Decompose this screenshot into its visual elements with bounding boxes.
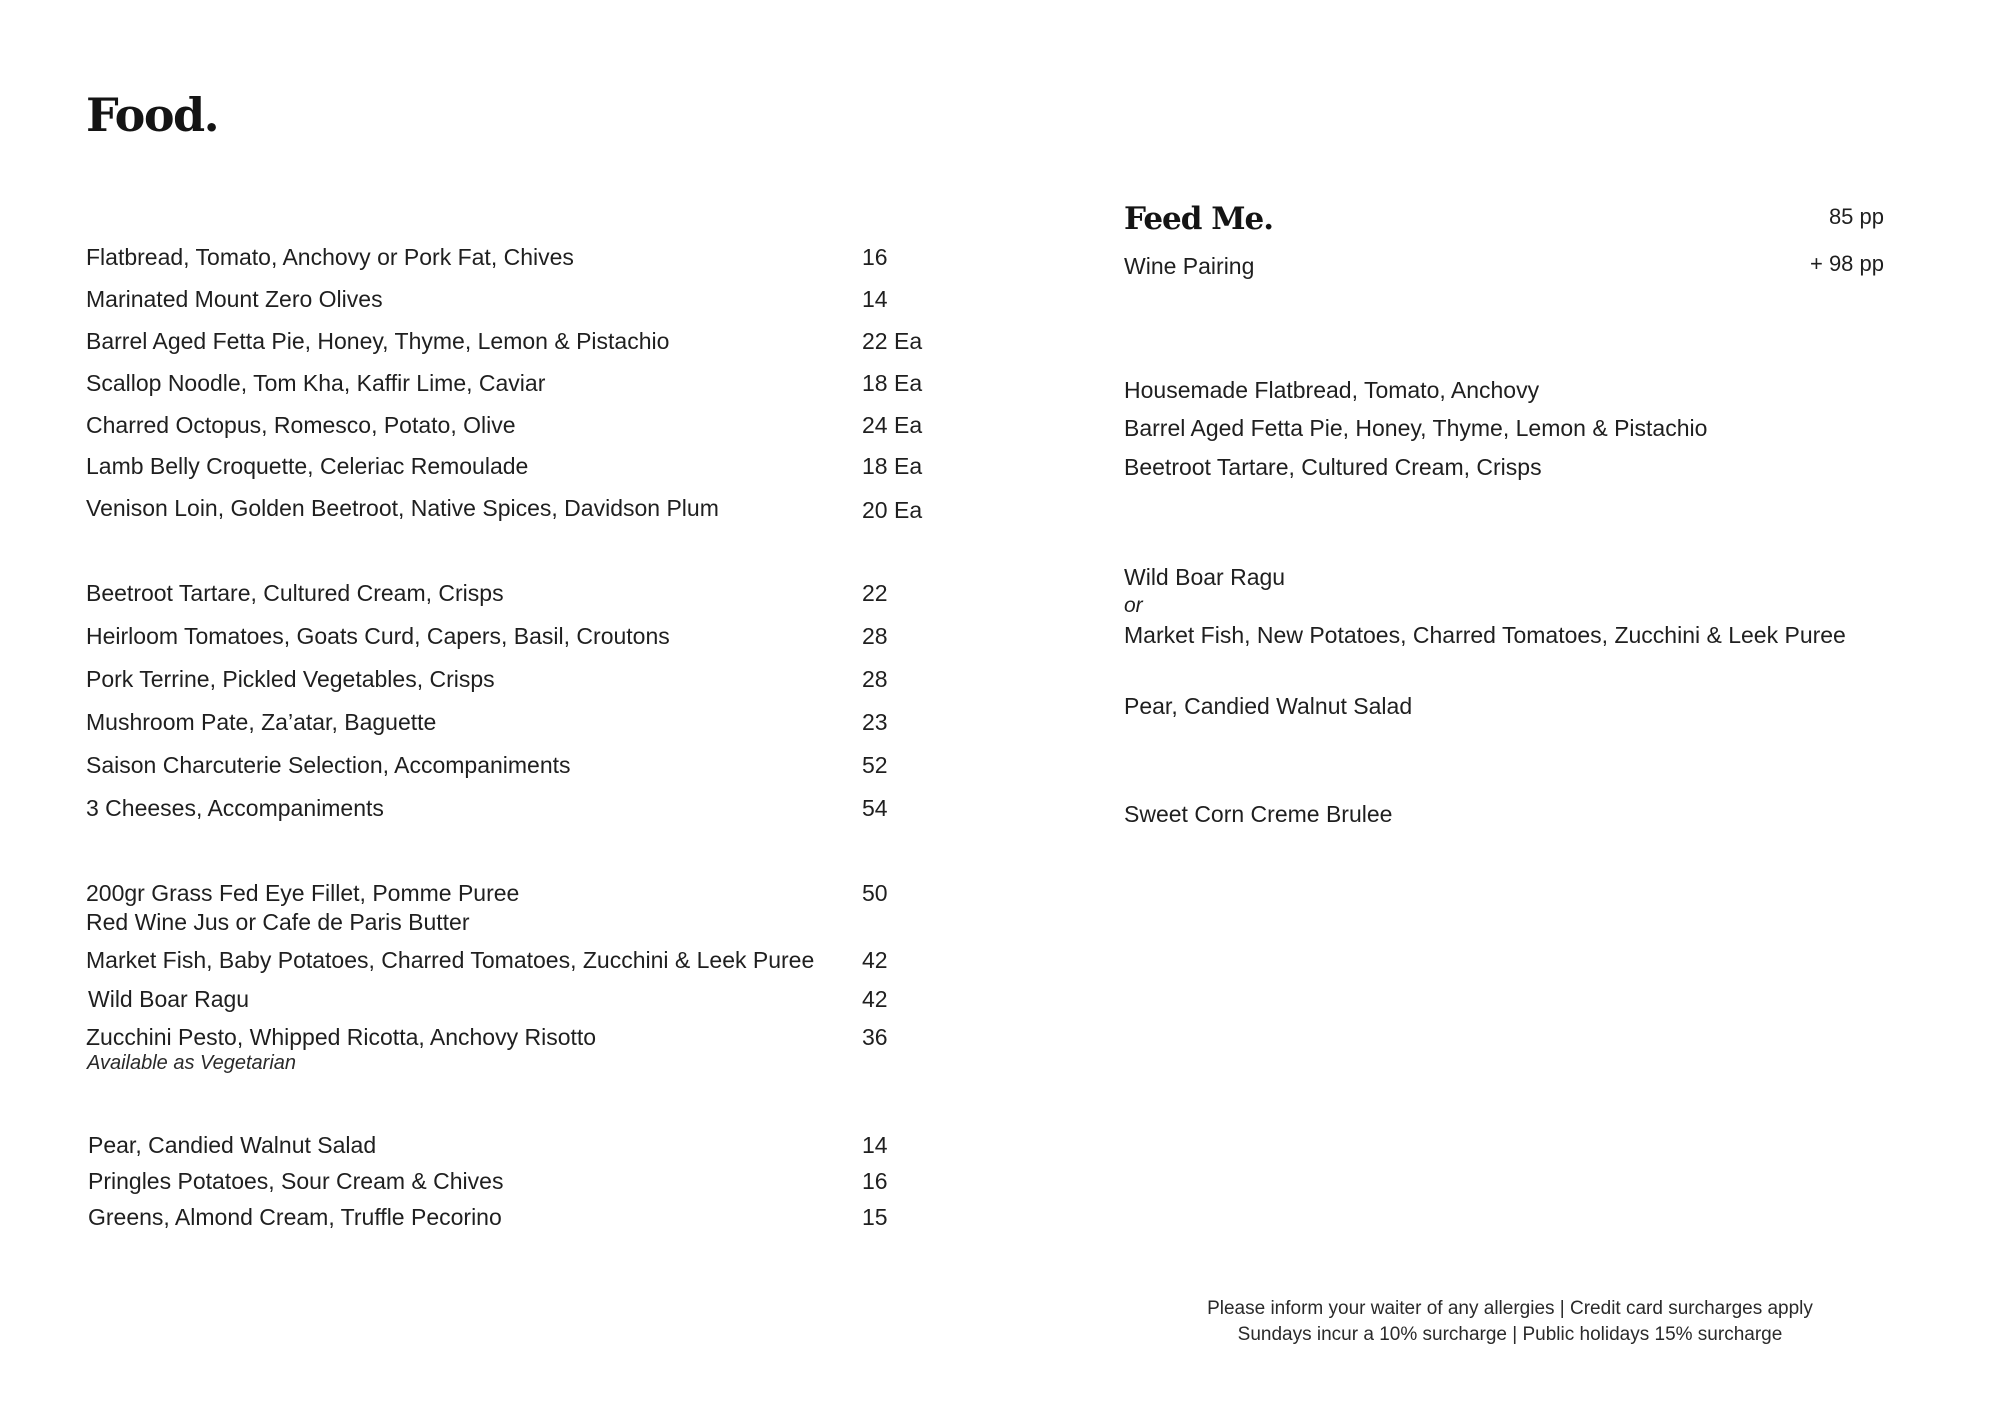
menu-item-name: 200gr Grass Fed Eye Fillet, Pomme Puree bbox=[86, 880, 520, 906]
menu-item-price: 28 bbox=[862, 623, 888, 649]
menu-item-price: 14 bbox=[862, 286, 888, 312]
feed-me-course: Housemade Flatbread, Tomato, Anchovy bbox=[1124, 377, 1540, 403]
feed-me-course: Pear, Candied Walnut Salad bbox=[1124, 693, 1413, 719]
footer-notice bbox=[1124, 1296, 1896, 1348]
feed-me-course: Market Fish, New Potatoes, Charred Tomatoes, Zucchini & Leek Puree bbox=[1124, 622, 1846, 648]
menu-item-price: 20 Ea bbox=[862, 497, 923, 523]
menu-item-price: 14 bbox=[862, 1132, 888, 1158]
menu-item-price: 54 bbox=[862, 795, 888, 821]
menu-item-name: Greens, Almond Cream, Truffle Pecorino bbox=[88, 1204, 502, 1230]
menu-item-price: 23 bbox=[862, 709, 888, 735]
holiday-surcharge-note: Sundays incur a 10% surcharge | Public holidays 15% surcharge bbox=[1237, 1324, 1783, 1345]
wine-pairing-price: + 98 pp bbox=[1809, 251, 1884, 276]
menu-item-price: 15 bbox=[862, 1204, 888, 1230]
menu-item-price: 36 bbox=[862, 1024, 888, 1050]
menu-item-name: Pear, Candied Walnut Salad bbox=[88, 1132, 377, 1158]
wine-pairing-label: Wine Pairing bbox=[1124, 253, 1255, 279]
menu-item-name: Saison Charcuterie Selection, Accompaniments bbox=[86, 752, 571, 778]
menu-item-price: 16 bbox=[862, 1168, 888, 1194]
menu-item-name: Wild Boar Ragu bbox=[88, 986, 250, 1012]
menu-item-price: 18 Ea bbox=[862, 453, 923, 479]
menu-item-name: Zucchini Pesto, Whipped Ricotta, Anchovy Risotto bbox=[86, 1024, 597, 1050]
menu-item-name: Market Fish, Baby Potatoes, Charred Tomatoes, Zucchini & Leek Puree bbox=[86, 947, 815, 973]
menu-item-price: 16 bbox=[862, 244, 888, 270]
menu-item-price: 22 Ea bbox=[862, 328, 923, 354]
menu-item-price: 50 bbox=[862, 880, 888, 906]
menu-item-name: Venison Loin, Golden Beetroot, Native Spices, Davidson Plum bbox=[86, 495, 719, 521]
menu-item-price: 52 bbox=[862, 752, 888, 778]
menu-item-price: 22 bbox=[862, 580, 888, 606]
menu-item-name: Heirloom Tomatoes, Goats Curd, Capers, Basil, Croutons bbox=[86, 623, 670, 649]
menu-item-name: Barrel Aged Fetta Pie, Honey, Thyme, Lemon & Pistachio bbox=[86, 328, 670, 354]
feed-me-course: Beetroot Tartare, Cultured Cream, Crisps bbox=[1124, 454, 1542, 480]
menu-item-name: Lamb Belly Croquette, Celeriac Remoulade bbox=[86, 453, 529, 479]
feed-me-or: or bbox=[1124, 594, 1143, 617]
menu-item-price: 18 Ea bbox=[862, 370, 923, 396]
menu-item-name: Flatbread, Tomato, Anchovy or Pork Fat, Chives bbox=[86, 244, 574, 270]
menu-item-name: Charred Octopus, Romesco, Potato, Olive bbox=[86, 412, 516, 438]
feed-me-course: Wild Boar Ragu bbox=[1124, 564, 1286, 590]
feed-me-title: Feed Me. bbox=[1124, 201, 1274, 237]
menu-item-name: 3 Cheeses, Accompaniments bbox=[86, 795, 384, 821]
menu-item-name: Pork Terrine, Pickled Vegetables, Crisps bbox=[86, 666, 495, 692]
menu-item-price: 42 bbox=[862, 947, 888, 973]
feed-me-course: Barrel Aged Fetta Pie, Honey, Thyme, Lemon & Pistachio bbox=[1124, 415, 1708, 441]
menu-item-description: Red Wine Jus or Cafe de Paris Butter bbox=[86, 909, 470, 935]
menu-item-name: Scallop Noodle, Tom Kha, Kaffir Lime, Caviar bbox=[86, 370, 546, 396]
menu-item-name: Marinated Mount Zero Olives bbox=[86, 286, 383, 312]
menu-item-price: 24 Ea bbox=[862, 412, 923, 438]
vegetarian-note: Available as Vegetarian bbox=[87, 1052, 297, 1074]
feed-me-price: 85 pp bbox=[1828, 204, 1884, 229]
allergy-surcharge-note: Please inform your waiter of any allergies | Credit card surcharges apply bbox=[1207, 1298, 1813, 1319]
menu-item-name: Beetroot Tartare, Cultured Cream, Crisps bbox=[86, 580, 504, 606]
page-title: Food. bbox=[86, 88, 219, 142]
menu-item-price: 28 bbox=[862, 666, 888, 692]
menu-item-price: 42 bbox=[862, 986, 888, 1012]
menu-item-name: Pringles Potatoes, Sour Cream & Chives bbox=[88, 1168, 504, 1194]
menu-item-name: Mushroom Pate, Za’atar, Baguette bbox=[86, 709, 437, 735]
feed-me-course: Sweet Corn Creme Brulee bbox=[1124, 801, 1393, 827]
